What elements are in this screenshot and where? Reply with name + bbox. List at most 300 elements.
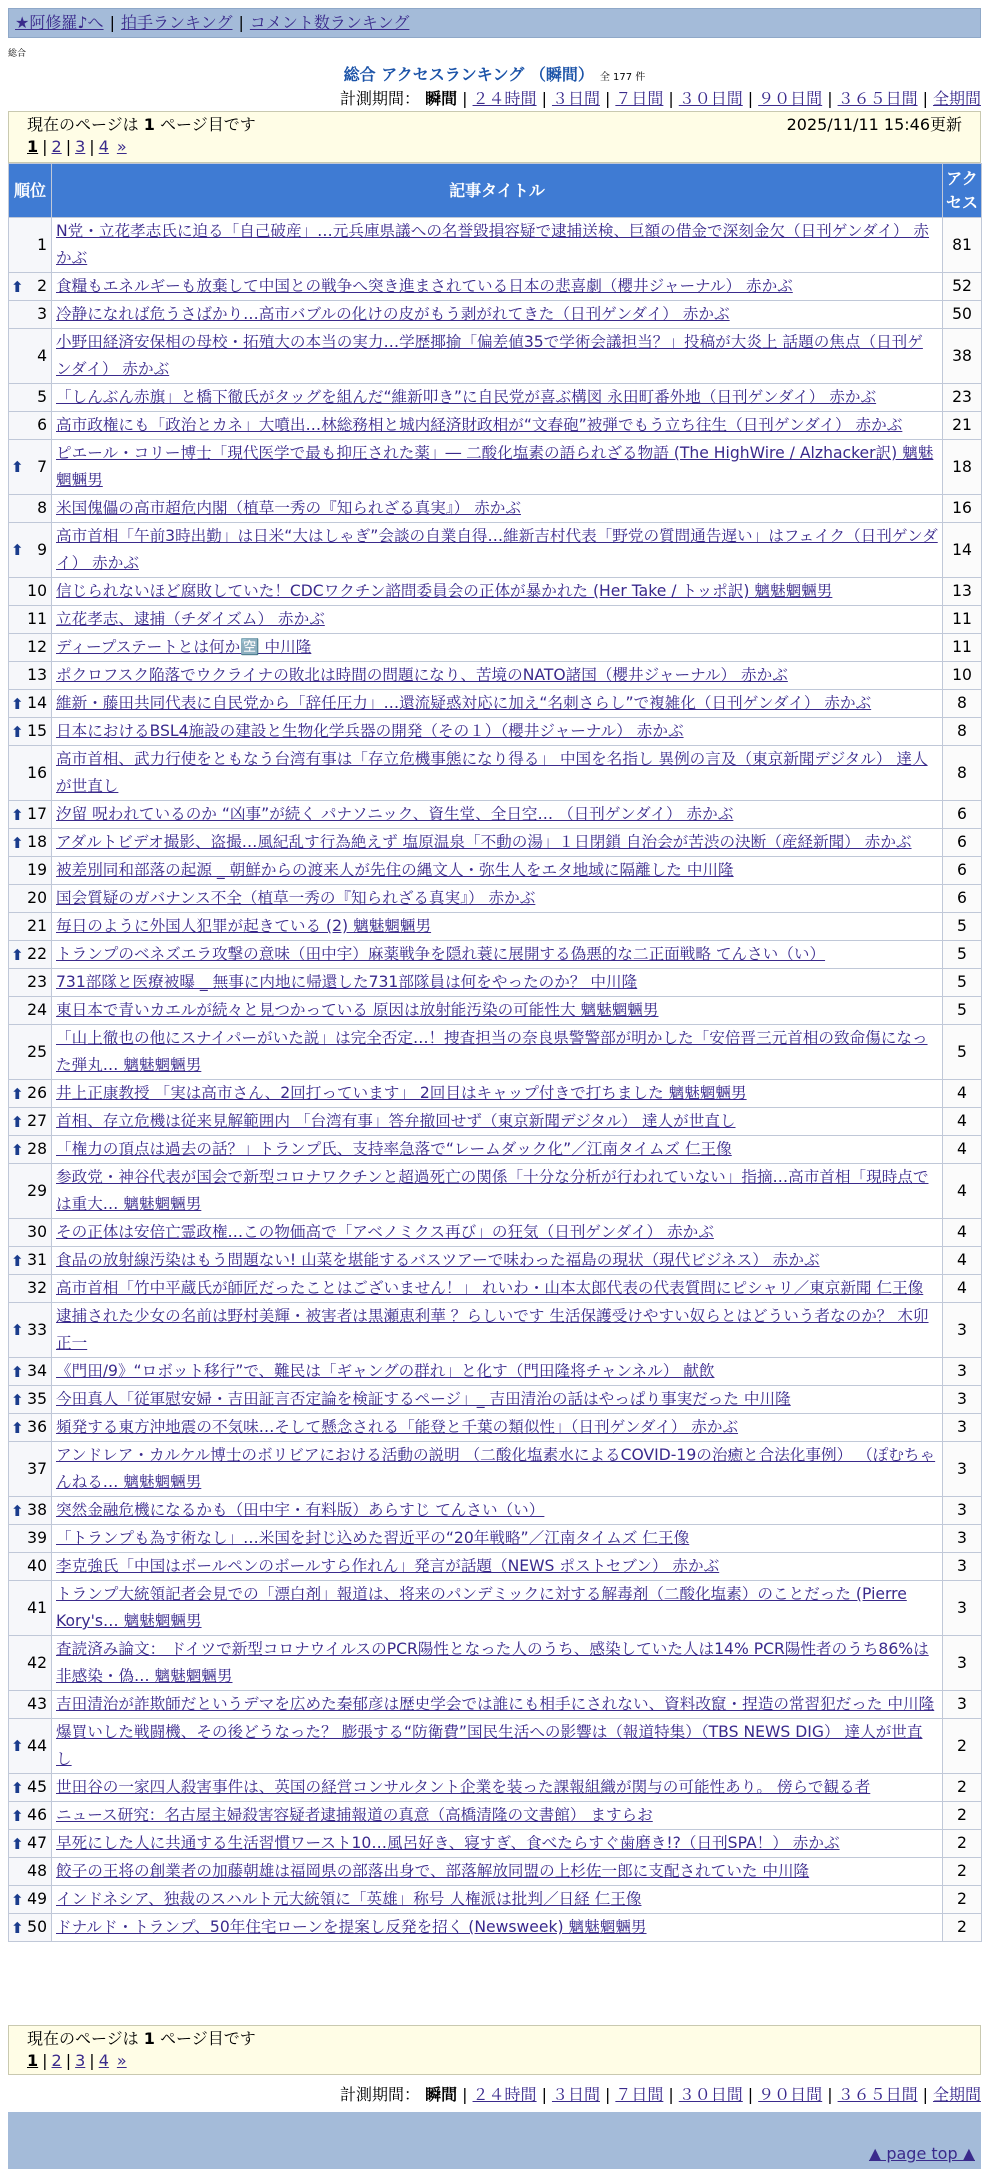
article-title-link[interactable]: 毎日のように外国人犯罪が起きている (2) 魑魅魍魎男 (56, 917, 432, 935)
rank-number: 48 (27, 1862, 47, 1880)
table-row (9, 634, 982, 662)
rank-cell (9, 1386, 52, 1414)
access-count: 4 (943, 1219, 982, 1247)
article-title-link[interactable]: 《門田/9》“ロボット移行”で、難民は「ギャングの群れ」と化す（門田隆将チャンネル） 献飲 (56, 1362, 715, 1380)
up-arrow-icon: ⬆ (11, 1737, 24, 1755)
table-row (9, 1303, 982, 1358)
period-link-24h[interactable]: ２４時間 (472, 2085, 537, 2104)
rank-cell (9, 1719, 52, 1774)
access-count: 3 (943, 1442, 982, 1497)
rank-number: 32 (27, 1279, 47, 1297)
table-row (9, 969, 982, 997)
table-row (9, 1774, 982, 1802)
access-count: 6 (943, 885, 982, 913)
period-link-all[interactable]: 全期間 (932, 89, 981, 108)
access-count: 4 (943, 1136, 982, 1164)
table-row (9, 857, 982, 885)
rank-cell (9, 1080, 52, 1108)
table-row (9, 1886, 982, 1914)
rank-cell (9, 1219, 52, 1247)
title-cell (52, 1525, 943, 1553)
title-cell (52, 1774, 943, 1802)
table-row (9, 440, 982, 495)
table-row (9, 1802, 982, 1830)
access-count: 38 (943, 329, 982, 384)
access-count: 4 (943, 1080, 982, 1108)
article-title-link[interactable]: 高市首相、武力行使をともなう台湾有事は「存立危機事態になり得る」 中国を名指し 異例の言及（東京新聞デジタル） 達人が世直し (56, 750, 928, 795)
title-cell (52, 746, 943, 801)
access-count: 23 (943, 384, 982, 412)
title-cell (52, 829, 943, 857)
title-cell (52, 1386, 943, 1414)
period-link-90d[interactable]: ９０日間 (758, 2085, 823, 2104)
table-row (9, 1858, 982, 1886)
title-cell (52, 1636, 943, 1691)
article-title-link[interactable]: 吉田清治が詐欺師だというデマを広めた秦郁彦は歴史学会では誰にも相手にされない、資料改竄・捏造の常習犯だった 中川隆 (56, 1695, 935, 1713)
access-count: 5 (943, 969, 982, 997)
access-count: 4 (943, 1164, 982, 1219)
article-title-link[interactable]: ポクロフスク陥落でウクライナの敗北は時間の問題になり、苦境のNATO諸国（櫻井ジャーナル） 赤かぶ (56, 666, 788, 684)
table-row (9, 1358, 982, 1386)
access-count: 6 (943, 857, 982, 885)
article-title-link[interactable]: 国会質疑のガバナンス不全（植草一秀の『知られざる真実』） 赤かぶ (56, 889, 536, 907)
table-row (9, 301, 982, 329)
title-cell (52, 1858, 943, 1886)
access-count: 2 (943, 1802, 982, 1830)
period-link-7d[interactable]: ７日間 (615, 2085, 664, 2104)
article-title-link[interactable]: トランプのベネズエラ攻撃の意味（田中宇）麻薬戦争を隠れ蓑に展開する偽悪的な二正面戦略 てんさい（い） (56, 945, 826, 963)
rank-number: 18 (27, 833, 47, 851)
article-title-link[interactable]: 参政党・神谷代表が国会で新型コロナワクチンと超過死亡の関係「十分な分析が行われていない」指摘…高市首相「現時点では重大… 魑魅魍魎男 (56, 1168, 929, 1213)
access-count: 3 (943, 1636, 982, 1691)
article-title-link[interactable]: 東日本で青いカエルが続々と見つかっている 原因は放射能汚染の可能性大 魑魅魍魎男 (56, 1001, 659, 1019)
page-links: 1 | 2 | 3 | 4 » (27, 137, 127, 156)
title-cell (52, 1108, 943, 1136)
article-title-link[interactable]: アンドレア・カルケル博士のボリビアにおける活動の説明 （二酸化塩素水によるCOVID-19の治癒と合法化事例） （ぽむちゃんねる… 魑魅魍魎男 (56, 1446, 936, 1491)
article-title-link[interactable]: 高市政権にも「政治とカネ」大噴出…林総務相と城内経済財政相が“文春砲”被弾でもう立ち往生（日刊ゲンダイ） 赤かぶ (56, 416, 903, 434)
up-arrow-icon: ⬆ (11, 277, 24, 296)
article-title-link[interactable]: 爆買いした戦闘機、その後どうなった？ 膨張する“防衛費”国民生活への影響は（報道特集）（TBS NEWS DIG） 達人が世直し (56, 1723, 923, 1768)
article-title-link[interactable]: 今田真人「従軍慰安婦・吉田証言否定論を検証するページ」_ 吉田清治の話はやっぱり事実だった 中川隆 (56, 1390, 791, 1408)
up-arrow-icon: ⬆ (11, 1890, 24, 1909)
rank-number: 27 (27, 1112, 47, 1130)
article-title-link[interactable]: 小野田経済安保相の母校・拓殖大の本当の実力…学歴揶揄「偏差値35で学術会議担当？」投稿が大炎上 話題の焦点（日刊ゲンダイ） 赤かぶ (56, 333, 923, 378)
article-title-link[interactable]: ピエール・コリー博士「現代医学で最も抑圧された薬」― 二酸化塩素の語られざる物語 (The HighWire / Alzhacker訳) 魑魅魍魎男 (56, 444, 934, 489)
article-title-link[interactable]: 食品の放射線汚染はもう問題ない! 山菜を堪能するバスツアーで味わった福島の現状（現代ビジネス） 赤かぶ (56, 1251, 820, 1269)
article-title-link[interactable]: その正体は安倍亡霊政権…この物価高で「アベノミクス再び」の狂気（日刊ゲンダイ） 赤かぶ (56, 1223, 714, 1241)
rank-cell (9, 1136, 52, 1164)
up-arrow-icon: ⬆ (11, 1501, 24, 1520)
rank-number: 37 (27, 1459, 47, 1478)
title-cell (52, 329, 943, 384)
page-link-1[interactable]: 1 (27, 2051, 39, 2070)
table-row (9, 1386, 982, 1414)
rank-cell (9, 523, 52, 578)
article-title-link[interactable]: 食糧もエネルギーも放棄して中国との戦争へ突き進まされている日本の悲喜劇（櫻井ジャーナル） 赤かぶ (56, 277, 793, 295)
rank-number: 45 (27, 1778, 47, 1796)
title-cell (52, 1553, 943, 1581)
period-active: 瞬間 (425, 2085, 458, 2104)
table-row (9, 746, 982, 801)
up-arrow-icon: ⬆ (11, 1778, 24, 1797)
article-title-link[interactable]: ディープステートとは何か🈳 中川隆 (56, 638, 312, 656)
rank-cell (9, 218, 52, 273)
next-page-link[interactable]: » (116, 2051, 127, 2070)
access-count: 3 (943, 1525, 982, 1553)
title-cell (52, 1497, 943, 1525)
article-title-link[interactable]: 餃子の王将の創業者の加藤朝雄は福岡県の部落出身で、部落解放同盟の上杉佐一郎に支配されていた 中川隆 (56, 1862, 810, 1880)
table-row (9, 941, 982, 969)
item-count: 全 177 件 (599, 72, 646, 83)
title-cell (52, 1080, 943, 1108)
access-count: 3 (943, 1303, 982, 1358)
up-arrow-icon: ⬆ (11, 458, 24, 476)
title-cell (52, 690, 943, 718)
access-count: 4 (943, 1275, 982, 1303)
access-count: 16 (943, 495, 982, 523)
title-cell (52, 857, 943, 885)
access-count: 11 (943, 634, 982, 662)
title-cell (52, 606, 943, 634)
rank-cell (9, 440, 52, 495)
rank-number: 15 (27, 722, 47, 740)
rank-number: 39 (27, 1529, 47, 1547)
rank-cell (9, 578, 52, 606)
article-title-link[interactable]: 日本におけるBSL4施設の建設と生物化学兵器の開発（その１）（櫻井ジャーナル） 赤かぶ (56, 722, 684, 740)
rank-cell (9, 1691, 52, 1719)
period-label: 計測期間： (340, 2085, 421, 2104)
access-count: 21 (943, 412, 982, 440)
rank-cell (9, 273, 52, 301)
rank-number: 25 (27, 1042, 47, 1061)
access-count: 2 (943, 1914, 982, 1942)
article-title-link[interactable]: 逮捕された少女の名前は野村美輝・被害者は黒瀬恵利華 ？らしいです 生活保護受けやすい奴らとはどういう者なのか？ 木卯正一 (56, 1307, 929, 1352)
article-title-link[interactable]: ニュース研究：名古屋主婦殺害容疑者逮捕報道の真意（高橋清隆の文書館） ますらお (56, 1806, 653, 1824)
article-title-link[interactable]: N党・立花孝志氏に迫る「自己破産」…元兵庫県議への名誉毀損容疑で逮捕送検、巨額の借金で深刻金欠（日刊ゲンダイ） 赤かぶ (56, 222, 930, 267)
title-cell (52, 1830, 943, 1858)
rank-cell (9, 1914, 52, 1942)
table-row (9, 523, 982, 578)
rank-number: 29 (27, 1181, 47, 1200)
access-count: 5 (943, 997, 982, 1025)
rank-number: 46 (27, 1806, 47, 1824)
page-link-3[interactable]: 3 (75, 137, 86, 156)
rank-number: 8 (37, 499, 47, 517)
period-selector-top: 計測期間： 瞬間 | ２４時間 | ３日間 | ７日間 | ３０日間 | ９０日間 | ３６５日間 | 全期間 (340, 89, 981, 108)
title-cell (52, 941, 943, 969)
current-page-text: 現在のページは 1 ページ目です (27, 2029, 256, 2048)
rank-number: 16 (27, 763, 47, 782)
article-title-link[interactable]: トランプ大統領記者会見での「漂白剤」報道は、将来のパンデミックに対する解毒剤（二酸化塩素）のことだった (Pierre Kory's… 魑魅魍魎男 (56, 1585, 907, 1630)
period-link-3d[interactable]: ３日間 (551, 2085, 600, 2104)
nav-separator: | (109, 13, 115, 32)
table-row (9, 1442, 982, 1497)
title-cell (52, 1303, 943, 1358)
article-title-link[interactable]: インドネシア、独裁のスハルト元大統領に「英雄」称号 人権派は批判／日経 仁王像 (56, 1890, 642, 1908)
table-row (9, 495, 982, 523)
article-title-link[interactable]: ドナルド・トランプ、50年住宅ローンを提案し反発を招く (Newsweek) 魑魅魍魎男 (56, 1918, 647, 1936)
article-title-link[interactable]: 高市首相「竹中平蔵氏が師匠だったことはございません！」 れいわ・山本太郎代表の代表質問にピシャリ／東京新聞 仁王像 (56, 1279, 924, 1297)
table-row (9, 412, 982, 440)
nav-link-comment-ranking[interactable]: コメント数ランキング (249, 13, 410, 32)
article-title-link[interactable]: 井上正康教授 「実は高市さん、2回打っています」 2回目はキャップ付きで打ちました 魑魅魍魎男 (56, 1084, 747, 1102)
rank-cell (9, 606, 52, 634)
period-link-7d[interactable]: ７日間 (615, 89, 664, 108)
rank-number: 19 (27, 861, 47, 879)
rank-number: 6 (37, 416, 47, 434)
period-link-30d[interactable]: ３０日間 (678, 89, 743, 108)
rank-number: 30 (27, 1223, 47, 1241)
article-title-link[interactable]: 「トランプも為す術なし」…米国を封じ込めた習近平の“20年戦略”／江南タイムズ 仁王像 (56, 1529, 690, 1547)
access-count: 3 (943, 1691, 982, 1719)
rank-cell (9, 1830, 52, 1858)
rank-number: 13 (27, 666, 47, 684)
article-title-link[interactable]: 冷静になれば危うさばかり…高市バブルの化けの皮がもう剥がれてきた（日刊ゲンダイ） 赤かぶ (56, 305, 730, 323)
up-arrow-icon: ⬆ (11, 1806, 24, 1825)
title-cell (52, 997, 943, 1025)
nav-link-applause-ranking[interactable]: 拍手ランキング (120, 13, 233, 32)
access-count: 2 (943, 1886, 982, 1914)
access-count: 3 (943, 1497, 982, 1525)
up-arrow-icon: ⬆ (11, 1390, 24, 1409)
title-cell (52, 412, 943, 440)
access-count: 5 (943, 941, 982, 969)
article-title-link[interactable]: 頻発する東方沖地震の不気味…そして懸念される「能登と千葉の類似性」（日刊ゲンダイ） 赤かぶ (56, 1418, 739, 1436)
access-count: 2 (943, 1858, 982, 1886)
period-link-3d[interactable]: ３日間 (551, 89, 600, 108)
table-row (9, 218, 982, 273)
rank-number: 3 (37, 305, 47, 323)
article-title-link[interactable]: 査読済み論文： ドイツで新型コロナウイルスのPCR陽性となった人のうち、感染していた人は14% PCR陽性者のうち86%は非感染・偽… 魑魅魍魎男 (56, 1640, 929, 1685)
title-cell (52, 1691, 943, 1719)
rank-number: 20 (27, 889, 47, 907)
table-row (9, 1914, 982, 1942)
table-header-row (9, 164, 982, 218)
rank-number: 38 (27, 1501, 47, 1519)
rank-number: 33 (27, 1320, 47, 1339)
table-row (9, 1219, 982, 1247)
up-arrow-icon: ⬆ (11, 1834, 24, 1853)
next-page-link[interactable]: » (116, 137, 127, 156)
access-count: 6 (943, 801, 982, 829)
page-link-2[interactable]: 2 (51, 137, 62, 156)
title-cell (52, 1219, 943, 1247)
article-title-link[interactable]: 米国傀儡の高市超危内閣（植草一秀の『知られざる真実』） 赤かぶ (56, 499, 521, 517)
rank-cell (9, 1497, 52, 1525)
rank-number: 31 (27, 1251, 47, 1269)
table-row (9, 997, 982, 1025)
rank-cell (9, 1442, 52, 1497)
title-cell (52, 1802, 943, 1830)
article-title-link[interactable]: 世田谷の一家四人殺害事件は、英国の経営コンサルタント企業を装った課報組織が関与の可能性あり。 傍らで観る者 (56, 1778, 871, 1796)
access-count: 6 (943, 829, 982, 857)
table-row (9, 329, 982, 384)
rank-cell (9, 1303, 52, 1358)
article-title-link[interactable]: 汐留 呪われているのか “凶事”が続く パナソニック、資生堂、全日空… （日刊ゲンダイ） 赤かぶ (56, 805, 734, 823)
table-row (9, 1164, 982, 1219)
rank-cell (9, 885, 52, 913)
access-count: 52 (943, 273, 982, 301)
rank-cell (9, 1886, 52, 1914)
rank-cell (9, 1414, 52, 1442)
access-count: 10 (943, 662, 982, 690)
title-cell (52, 495, 943, 523)
pager-bottom (8, 2025, 981, 2075)
rank-number: 7 (37, 457, 47, 476)
article-title-link[interactable]: 731部隊と医療被曝 _ 無事に内地に帰還した731部隊員は何をやったのか？ 中川隆 (56, 973, 638, 991)
access-count: 50 (943, 301, 982, 329)
rank-number: 40 (27, 1557, 47, 1575)
title-cell (52, 1886, 943, 1914)
rank-cell (9, 1247, 52, 1275)
title-cell (52, 885, 943, 913)
article-title-link[interactable]: 早死にした人に共通する生活習慣ワースト10…風呂好き、寝すぎ、食べたらすぐ歯磨き!?（日刊SPA！） 赤かぶ (56, 1834, 840, 1852)
access-count: 14 (943, 523, 982, 578)
table-row (9, 718, 982, 746)
article-title-link[interactable]: 李克強氏「中国はボールペンのボールすら作れん」発言が話題（NEWS ポストセブン） 赤かぶ (56, 1557, 720, 1575)
article-title-link[interactable]: アダルトビデオ撮影、盗撮…風紀乱す行為絶えず 塩原温泉「不動の湯」１日閉鎖 自治会が苦渋の決断（産経新聞） 赤かぶ (56, 833, 912, 851)
rank-number: 1 (37, 235, 47, 254)
article-title-link[interactable]: 首相、存立危機は従来見解範囲内 「台湾有事」答弁撤回せず（東京新聞デジタル） 達人が世直し (56, 1112, 736, 1130)
table-row (9, 1247, 982, 1275)
period-link-24h[interactable]: ２４時間 (472, 89, 537, 108)
article-title-link[interactable]: 「権力の頂点は過去の話？」トランプ氏、支持率急落で“レームダック化”／江南タイムズ 仁王像 (56, 1140, 732, 1158)
rank-number: 17 (27, 805, 47, 823)
rank-cell (9, 1636, 52, 1691)
table-row (9, 606, 982, 634)
rank-number: 41 (27, 1598, 47, 1617)
header-rank: 順位 (9, 164, 52, 218)
page-link-1[interactable]: 1 (27, 137, 39, 156)
category-label: 総合 (8, 49, 27, 59)
period-label: 計測期間： (340, 89, 421, 108)
rank-cell (9, 1525, 52, 1553)
table-row (9, 1636, 982, 1691)
table-row (9, 885, 982, 913)
rank-number: 47 (27, 1834, 47, 1852)
updated-timestamp: 2025/11/11 15:46更新 (786, 115, 962, 134)
nav-separator: | (238, 13, 244, 32)
page-link-3[interactable]: 3 (75, 2051, 86, 2070)
access-count: 3 (943, 1414, 982, 1442)
access-count: 5 (943, 1025, 982, 1080)
ranking-table (8, 163, 982, 1942)
title-cell (52, 1025, 943, 1080)
title-cell (52, 1136, 943, 1164)
rank-number: 12 (27, 638, 47, 656)
ranking-title-text: 総合 アクセスランキング （瞬間） (343, 65, 594, 84)
rank-number: 14 (27, 694, 47, 712)
access-count: 3 (943, 1358, 982, 1386)
table-row (9, 1108, 982, 1136)
rank-cell (9, 634, 52, 662)
nav-link-asyura-home[interactable]: ★阿修羅♪へ (15, 13, 104, 32)
article-title-link[interactable]: 突然金融危機になるかも（田中宇・有料版）あらすじ てんさい（い） (56, 1501, 545, 1519)
page-link-4[interactable]: 4 (98, 2051, 109, 2070)
page-top-link[interactable]: ▲ page top ▲ (868, 2144, 975, 2163)
title-cell (52, 218, 943, 273)
article-title-link[interactable]: 立花孝志、逮捕（チダイズム） 赤かぶ (56, 610, 325, 628)
title-cell (52, 273, 943, 301)
pager-top (8, 111, 981, 163)
access-count: 81 (943, 218, 982, 273)
table-row (9, 273, 982, 301)
up-arrow-icon: ⬆ (11, 945, 24, 964)
article-title-link[interactable]: 維新・藤田共同代表に自民党から「辞任圧力」…還流疑惑対応に加え“名刺さらし”で複雑化（日刊ゲンダイ） 赤かぶ (56, 694, 872, 712)
rank-cell (9, 1358, 52, 1386)
current-page-text: 現在のページは 1 ページ目です (27, 115, 256, 134)
period-link-365d[interactable]: ３６５日間 (837, 2085, 918, 2104)
rank-cell (9, 913, 52, 941)
rank-number: 44 (27, 1736, 47, 1755)
title-cell (52, 1442, 943, 1497)
up-arrow-icon: ⬆ (11, 805, 24, 824)
title-cell (52, 1719, 943, 1774)
table-row (9, 1136, 982, 1164)
header-title: 記事タイトル (52, 164, 943, 218)
title-cell (52, 301, 943, 329)
top-nav-bar (8, 8, 981, 38)
table-row (9, 1830, 982, 1858)
page-link-2[interactable]: 2 (51, 2051, 62, 2070)
rank-number: 10 (27, 582, 47, 600)
article-title-link[interactable]: 被差別同和部落の起源 _ 朝鮮からの渡来人が先住の縄文人・弥生人をエタ地域に隔離した 中川隆 (56, 861, 734, 879)
table-row (9, 690, 982, 718)
access-count: 3 (943, 1553, 982, 1581)
rank-cell (9, 1774, 52, 1802)
period-link-90d[interactable]: ９０日間 (758, 89, 823, 108)
rank-cell (9, 1025, 52, 1080)
page-link-4[interactable]: 4 (98, 137, 109, 156)
period-active: 瞬間 (425, 89, 458, 108)
rank-cell (9, 746, 52, 801)
page-title (0, 62, 989, 85)
title-cell (52, 1914, 943, 1942)
rank-number: 21 (27, 917, 47, 935)
table-row (9, 1691, 982, 1719)
rank-cell (9, 1553, 52, 1581)
table-row (9, 1414, 982, 1442)
period-link-30d[interactable]: ３０日間 (678, 2085, 743, 2104)
page-links: 1 | 2 | 3 | 4 » (27, 2051, 127, 2070)
period-link-365d[interactable]: ３６５日間 (837, 89, 918, 108)
rank-cell (9, 801, 52, 829)
up-arrow-icon: ⬆ (11, 1140, 24, 1159)
rank-cell (9, 662, 52, 690)
access-count: 18 (943, 440, 982, 495)
rank-number: 11 (27, 610, 47, 628)
table-row (9, 1275, 982, 1303)
title-cell (52, 718, 943, 746)
rank-number: 9 (37, 540, 47, 559)
title-cell (52, 1247, 943, 1275)
period-link-all[interactable]: 全期間 (932, 2085, 981, 2104)
article-title-link[interactable]: 「山上徹也の他にスナイパーがいた説」は完全否定…！捜査担当の奈良県警警部が明かした「安倍晋三元首相の致命傷になった弾丸… 魑魅魍魎男 (56, 1029, 928, 1074)
up-arrow-icon: ⬆ (11, 833, 24, 852)
rank-number: 42 (27, 1653, 47, 1672)
rank-cell (9, 1581, 52, 1636)
table-row (9, 578, 982, 606)
article-title-link[interactable]: 「しんぶん赤旗」と橋下徹氏がタッグを組んだ“維新叩き”に自民党が喜ぶ構図 永田町番外地（日刊ゲンダイ） 赤かぶ (56, 388, 877, 406)
table-row (9, 1080, 982, 1108)
up-arrow-icon: ⬆ (11, 1321, 24, 1339)
article-title-link[interactable]: 高市首相「午前3時出勤」は日米“大はしゃぎ”会談の自業自得…維新吉村代表「野党の質問通告遅い」はフェイク（日刊ゲンダイ） 赤かぶ (56, 527, 938, 572)
article-title-link[interactable]: 信じられないほど腐敗していた！CDCワクチン諮問委員会の正体が暴かれた (Her Take / トッポ訳) 魑魅魍魎男 (56, 582, 833, 600)
title-cell (52, 913, 943, 941)
rank-cell (9, 1275, 52, 1303)
up-arrow-icon: ⬆ (11, 1112, 24, 1131)
period-selector-bottom: 計測期間： 瞬間 | ２４時間 | ３日間 | ７日間 | ３０日間 | ９０日間 | ３６５日間 | 全期間 (340, 2085, 981, 2104)
